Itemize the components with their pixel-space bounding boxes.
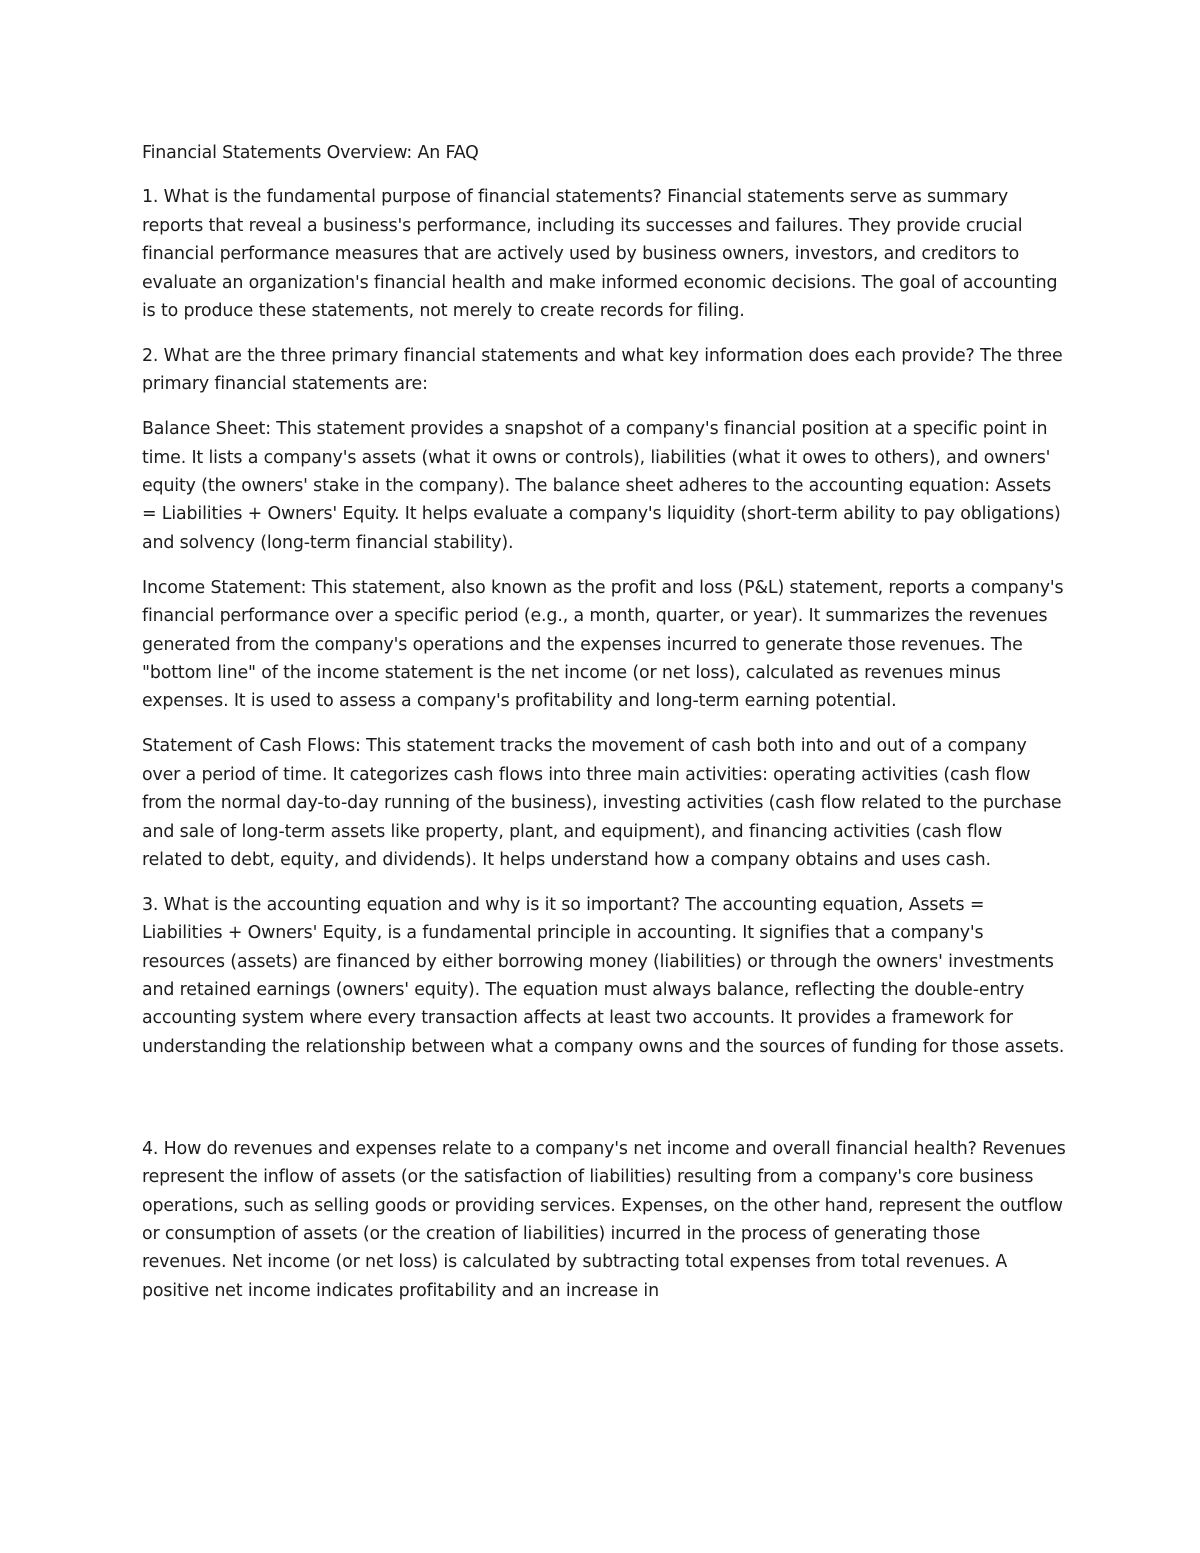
faq-answer-4: 4. How do revenues and expenses relate to a company's net income and overall financial health? Revenues represent the inflow of assets (or the satisfaction of liabilities) resulting from a company's core business operations, such as selling goods or providing services. Expenses, on the other hand, represent the outflow or consumption of assets (or the creation of liabilities) incurred in the process of generating those revenues. Net income (or net loss) is calculated by subtracting total expenses from total revenues. A positive net income indicates profitability and an increase in	[142, 1138, 1066, 1301]
faq-answer-1: 1. What is the fundamental purpose of financial statements? Financial statements serve as summary reports that reveal a business's performance, including its successes and failures. They provide crucial financial performance measures that are actively used by business owners, investors, and creditors to evaluate an organization's financial health and make informed economic decisions. The goal of accounting is to produce these statements, not merely to create records for filing.	[142, 187, 1058, 322]
cash-flows-paragraph: Statement of Cash Flows: This statement tracks the movement of cash both into and out of a company over a period of time. It categorizes cash flows into three main activities: operating activities (cash flow from the normal day-to-day running of the business), investing activities (cash flow related to the purchase and sale of long-term assets like property, plant, and equipment), and financing activities (cash flow related to debt, equity, and dividends). It helps understand how a company obtains and uses cash.	[142, 736, 1062, 870]
document-body	[142, 139, 1067, 1322]
balance-sheet-paragraph: Balance Sheet: This statement provides a snapshot of a company's financial position at a specific point in time. It lists a company's assets (what it owns or controls), liabilities (what it owes to others), and owners' equity (the owners' stake in the company). The balance sheet adheres to the accounting equation: Assets = Liabilities + Owners' Equity. It helps evaluate a company's liquidity (short-term ability to pay obligations) and solvency (long-term financial stability).	[142, 419, 1061, 553]
document-title: Financial Statements Overview: An FAQ	[142, 143, 479, 163]
blank-line	[142, 1078, 1067, 1135]
faq-answer-3: 3. What is the accounting equation and why is it so important? The accounting equation, Assets = Liabilities + Owners' Equity, is a fundamental principle in accounting. It signifies that a company's resources (assets) are financed by either borrowing money (liabilities) or through the owners' investments and retained earnings (owners' equity). The equation must always balance, reflecting the double-entry accounting system where every transaction affects at least two accounts. It provides a framework for understanding the relationship between what a company owns and the sources of funding for those assets.	[142, 894, 1065, 1057]
faq-answer-2-intro: 2. What are the three primary financial statements and what key information does each provide? The three primary financial statements are:	[142, 345, 1063, 395]
income-statement-paragraph: Income Statement: This statement, also known as the profit and loss (P&L) statement, reports a company's financial performance over a specific period (e.g., a month, quarter, or year). It summarizes the revenues generated from the company's operations and the expenses incurred to generate those revenues. The "bottom line" of the income statement is the net income (or net loss), calculated as revenues minus expenses. It is used to assess a company's profitability and long-term earning potential.	[142, 577, 1064, 712]
